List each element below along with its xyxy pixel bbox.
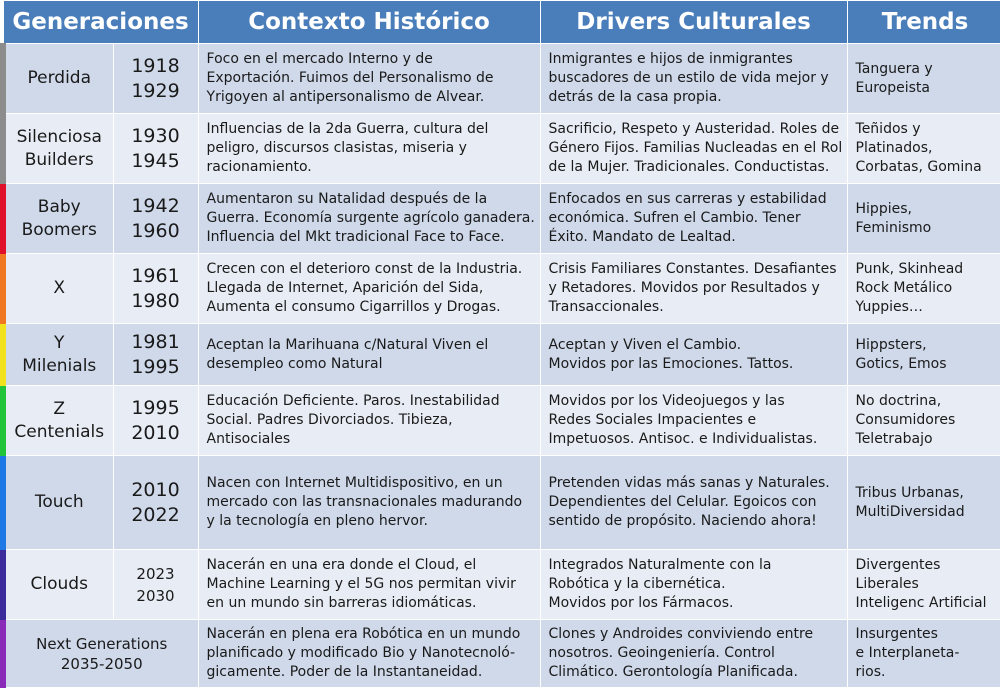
text-line: 1981 bbox=[131, 330, 180, 353]
text-line: Redes Sociales Impacientes e bbox=[548, 412, 757, 428]
text-line: Aumenta el consumo Cigarrillos y Drogas. bbox=[206, 299, 501, 315]
generation-name bbox=[3, 550, 113, 620]
text-line: Crecen con el deterioro const de la Industria. bbox=[206, 261, 523, 277]
text-line: buscadores de un estilo de vida mejor y bbox=[548, 70, 829, 86]
trends-cell bbox=[847, 114, 1000, 184]
generation-years bbox=[113, 44, 198, 114]
generation-years bbox=[113, 254, 198, 324]
contexto-historico-cell bbox=[198, 324, 540, 386]
text-line: Crisis Familiares Constantes. Desafiantes bbox=[548, 261, 837, 277]
contexto-historico-cell bbox=[198, 254, 540, 324]
generation-name bbox=[3, 184, 113, 254]
text-line: 1945 bbox=[131, 149, 180, 172]
text-line: Dependientes del Celular. Egoicos con bbox=[548, 494, 817, 510]
text-line: y Retadores. Movidos por Resultados y bbox=[548, 280, 820, 296]
text-line: Nacerán en plena era Robótica en un mundo bbox=[206, 626, 521, 642]
generation-row bbox=[3, 550, 1000, 620]
text-line: planificado y modificado Bio y Nanotecnoló- bbox=[206, 645, 516, 661]
text-line: Teletrabajo bbox=[855, 431, 933, 447]
generation-years bbox=[113, 184, 198, 254]
text-line: Movidos por los Videojuegos y las bbox=[548, 393, 785, 409]
drivers-culturales-cell bbox=[540, 550, 847, 620]
generation-name bbox=[3, 386, 113, 456]
text-line: 1929 bbox=[131, 79, 180, 102]
generation-name bbox=[3, 44, 113, 114]
text-line: Punk, Skinhead bbox=[855, 261, 964, 277]
drivers-culturales-cell bbox=[540, 44, 847, 114]
text-line: Clouds bbox=[30, 574, 88, 594]
trends-cell bbox=[847, 386, 1000, 456]
generation-name bbox=[3, 324, 113, 386]
text-line: Rock Metálico bbox=[855, 280, 953, 296]
text-line: Teñidos y bbox=[855, 121, 921, 137]
text-line: peligro, discursos clasistas, miseria y bbox=[206, 140, 467, 156]
text-line: Género Fijos. Familias Nucleadas en el Rol bbox=[548, 140, 843, 156]
text-line: 2010 bbox=[131, 478, 180, 501]
text-line: Clones y Androides conviviendo entre bbox=[548, 626, 814, 642]
generation-name bbox=[3, 114, 113, 184]
drivers-culturales-cell bbox=[540, 620, 847, 688]
text-line: sentido de propósito. Naciendo ahora! bbox=[548, 513, 817, 529]
text-line: Robótica y la cibernética. bbox=[548, 576, 726, 592]
text-line: Educación Deficiente. Paros. Inestabilidad bbox=[206, 393, 500, 409]
header-generaciones: Generaciones bbox=[3, 1, 198, 44]
contexto-historico-cell bbox=[198, 456, 540, 550]
text-line: Impetuosos. Antisoc. e Individualistas. bbox=[548, 431, 818, 447]
text-line: 1918 bbox=[131, 54, 180, 77]
text-line: Silenciosa bbox=[16, 126, 102, 147]
drivers-culturales-cell bbox=[540, 324, 847, 386]
text-line: 2010 bbox=[131, 421, 180, 444]
text-line: Yrigoyen al antipersonalismo de Alvear. bbox=[206, 89, 485, 105]
header-trends: Trends bbox=[847, 1, 1000, 44]
generation-row bbox=[3, 620, 1000, 688]
trends-cell bbox=[847, 324, 1000, 386]
trends-cell bbox=[847, 456, 1000, 550]
trends-cell bbox=[847, 550, 1000, 620]
text-line: Movidos por las Emociones. Tattos. bbox=[548, 355, 794, 372]
trends-cell bbox=[847, 184, 1000, 254]
contexto-historico-cell bbox=[198, 44, 540, 114]
text-line: Z bbox=[53, 398, 66, 419]
text-line: Llegada de Internet, Aparición del Sida, bbox=[206, 280, 484, 296]
drivers-culturales-cell bbox=[540, 254, 847, 324]
generation-row bbox=[3, 456, 1000, 550]
contexto-historico-cell bbox=[198, 620, 540, 688]
text-line: Inteligenc Artificial bbox=[855, 595, 987, 611]
text-line: Europeista bbox=[855, 79, 930, 96]
text-line: gicamente. Poder de la Instantaneidad. bbox=[206, 664, 483, 680]
text-line: económica. Sufren el Cambio. Tener bbox=[548, 210, 801, 226]
text-line: 2022 bbox=[131, 503, 180, 526]
text-line: Y bbox=[54, 332, 65, 353]
text-line: Aceptan y Viven el Cambio. bbox=[548, 336, 742, 353]
generation-name bbox=[3, 456, 113, 550]
drivers-culturales-cell bbox=[540, 114, 847, 184]
generation-row bbox=[3, 254, 1000, 324]
generation-row bbox=[3, 184, 1000, 254]
generation-row bbox=[3, 386, 1000, 456]
text-line: Builders bbox=[24, 149, 94, 170]
text-line: 1995 bbox=[131, 396, 180, 419]
contexto-historico-cell bbox=[198, 184, 540, 254]
text-line: Sacrificio, Respeto y Austeridad. Roles de bbox=[548, 121, 840, 137]
generation-years bbox=[113, 114, 198, 184]
drivers-culturales-cell bbox=[540, 184, 847, 254]
text-line: 1961 bbox=[131, 264, 180, 287]
text-line: e Interplaneta- bbox=[855, 645, 960, 661]
text-line: 1930 bbox=[131, 124, 180, 147]
text-line: mercado con las transnacionales madurando bbox=[206, 494, 523, 510]
text-line: y la tecnología en pleno hervor. bbox=[206, 513, 428, 529]
contexto-historico-cell bbox=[198, 550, 540, 620]
generation-years bbox=[113, 386, 198, 456]
drivers-culturales-cell bbox=[540, 456, 847, 550]
text-line: Boomers bbox=[21, 219, 97, 240]
text-line: MultiDiversidad bbox=[855, 503, 965, 520]
text-line: Nacen con Internet Multidispositivo, en un bbox=[206, 475, 503, 491]
text-line: 1995 bbox=[131, 355, 180, 378]
text-line: 2023 bbox=[136, 564, 175, 583]
text-line: Tribus Urbanas, bbox=[855, 484, 964, 501]
text-line: Influencia del Mkt tradicional Face to Face. bbox=[206, 229, 505, 245]
generation-row bbox=[3, 114, 1000, 184]
text-line: Hippies, bbox=[855, 200, 912, 217]
header-contexto: Contexto Histórico bbox=[198, 1, 540, 44]
text-line: Aumentaron su Natalidad después de la bbox=[206, 191, 488, 207]
text-line: Guerra. Economía surgente agrícolo ganadera. bbox=[206, 210, 535, 226]
text-line: Antisociales bbox=[206, 431, 291, 447]
text-line: Integrados Naturalmente con la bbox=[548, 557, 772, 573]
text-line: Inmigrantes e hijos de inmigrantes bbox=[548, 51, 793, 67]
text-line: Next Generations bbox=[36, 634, 168, 653]
text-line: 1960 bbox=[131, 219, 180, 242]
text-line: Baby bbox=[37, 196, 81, 217]
text-line: Aceptan la Marihuana c/Natural Viven el bbox=[206, 336, 489, 353]
header-row bbox=[3, 1, 1000, 44]
text-line: Liberales bbox=[855, 576, 919, 592]
text-line: 1942 bbox=[131, 194, 180, 217]
text-line: Consumidores bbox=[855, 412, 956, 428]
trends-cell bbox=[847, 620, 1000, 688]
text-line: desempleo como Natural bbox=[206, 355, 383, 372]
text-line: Pretenden vidas más sanas y Naturales. bbox=[548, 475, 830, 491]
text-line: Divergentes bbox=[855, 557, 941, 573]
generation-years bbox=[113, 324, 198, 386]
text-line: Transaccionales. bbox=[548, 299, 664, 315]
text-line: 2030 bbox=[136, 586, 175, 605]
text-line: Corbatas, Gomina bbox=[855, 159, 982, 175]
text-line: de la Mujer. Tradicionales. Conductistas. bbox=[548, 159, 830, 175]
trends-cell bbox=[847, 44, 1000, 114]
text-line: Gotics, Emos bbox=[855, 355, 947, 372]
text-line: 1980 bbox=[131, 289, 180, 312]
text-line: Enfocados en sus carreras y estabilidad bbox=[548, 191, 827, 207]
text-line: Machine Learning y el 5G nos permitan vivir bbox=[206, 576, 516, 592]
text-line: Influencias de la 2da Guerra, cultura del bbox=[206, 121, 489, 137]
text-line: 2035-2050 bbox=[60, 654, 143, 673]
text-line: Climático. Gerontología Planificada. bbox=[548, 664, 798, 680]
generation-row bbox=[3, 324, 1000, 386]
text-line: Tanguera y bbox=[855, 60, 933, 77]
text-line: Centenials bbox=[14, 421, 105, 442]
text-line: racionamiento. bbox=[206, 159, 312, 175]
text-line: en un mundo sin barreras idiomáticas. bbox=[206, 595, 477, 611]
text-line: X bbox=[53, 278, 66, 298]
text-line: No doctrina, bbox=[855, 393, 942, 409]
header-drivers: Drivers Culturales bbox=[540, 1, 847, 44]
text-line: nosotros. Geoingeniería. Control bbox=[548, 645, 775, 661]
text-line: Foco en el mercado Interno y de bbox=[206, 51, 433, 67]
text-line: Platinados, bbox=[855, 140, 933, 156]
generation-name bbox=[3, 620, 198, 688]
trends-cell bbox=[847, 254, 1000, 324]
contexto-historico-cell bbox=[198, 386, 540, 456]
text-line: Social. Padres Divorciados. Tibieza, bbox=[206, 412, 453, 428]
text-line: Feminismo bbox=[855, 219, 932, 236]
text-line: rios. bbox=[855, 664, 886, 680]
contexto-historico-cell bbox=[198, 114, 540, 184]
text-line: Exportación. Fuimos del Personalismo de bbox=[206, 70, 494, 86]
text-line: Yuppies… bbox=[855, 299, 923, 315]
text-line: Éxito. Mandato de Lealtad. bbox=[548, 229, 736, 245]
drivers-culturales-cell bbox=[540, 386, 847, 456]
text-line: Insurgentes bbox=[855, 626, 938, 642]
text-line: detrás de la casa propia. bbox=[548, 89, 722, 105]
generation-years bbox=[113, 456, 198, 550]
generation-row bbox=[3, 44, 1000, 114]
text-line: Milenials bbox=[22, 355, 97, 376]
text-line: Perdida bbox=[27, 68, 92, 88]
text-line: Hippsters, bbox=[855, 336, 927, 353]
text-line: Movidos por los Fármacos. bbox=[548, 595, 734, 611]
text-line: Nacerán en una era donde el Cloud, el bbox=[206, 557, 477, 573]
generation-name bbox=[3, 254, 113, 324]
text-line: Touch bbox=[34, 492, 84, 512]
generation-years bbox=[113, 550, 198, 620]
